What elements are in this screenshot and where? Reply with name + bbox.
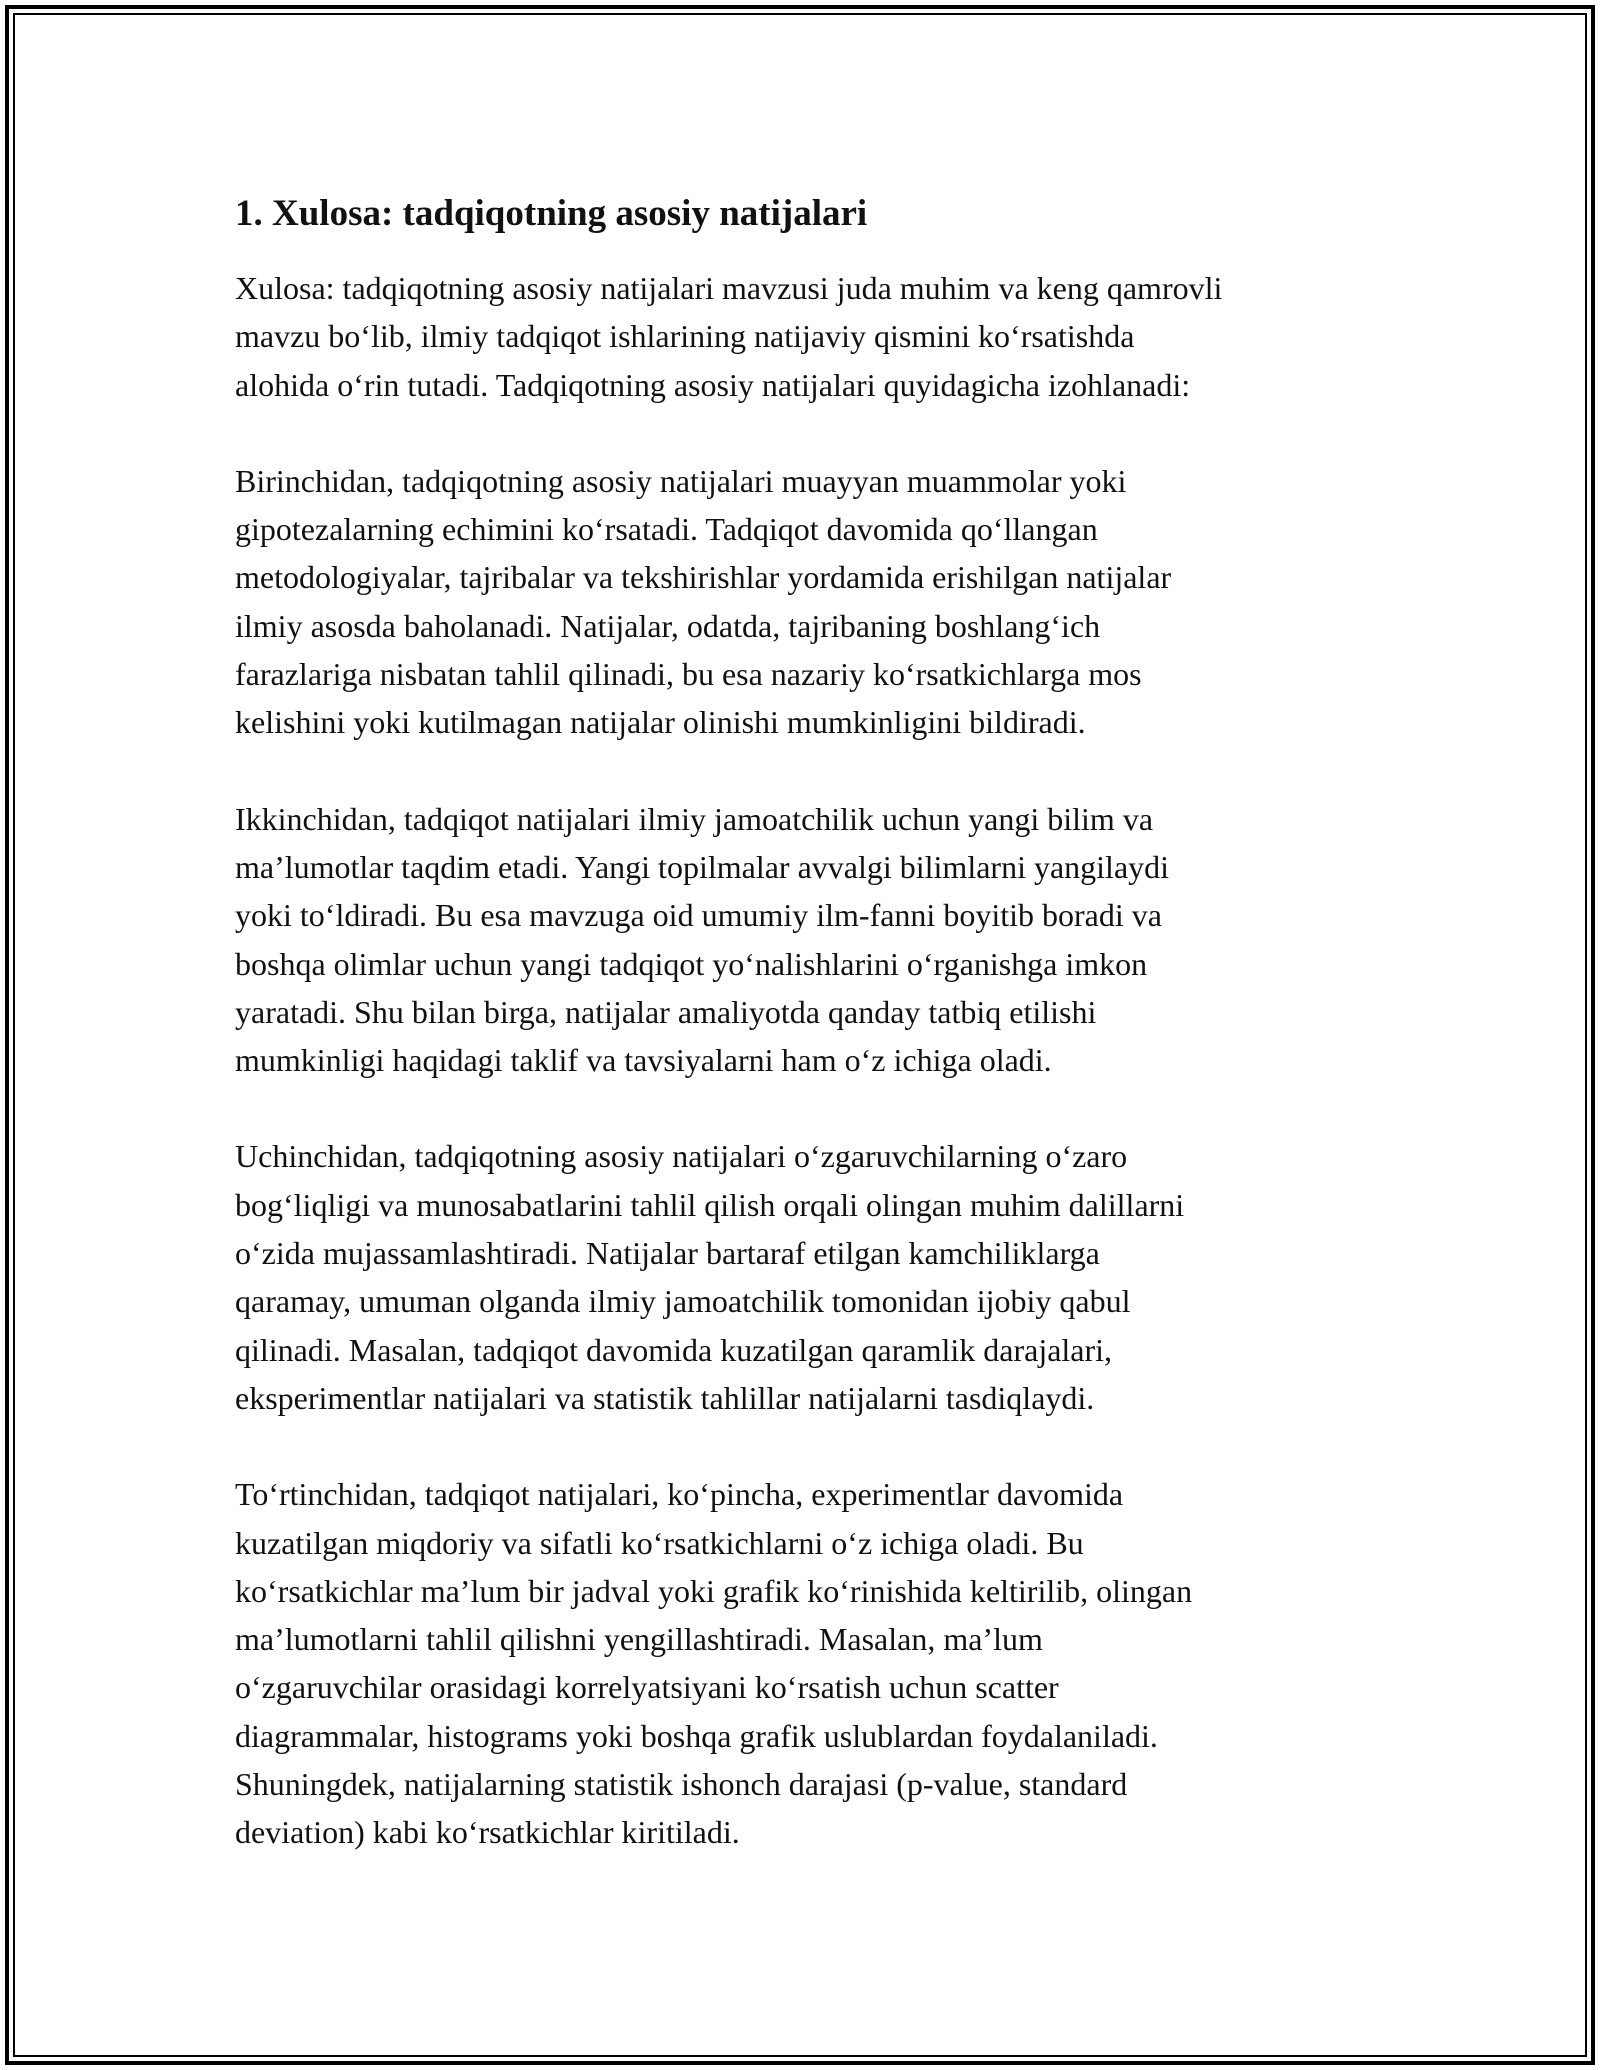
text-line: Birinchidan, tadqiqotning asosiy natijalari muayyan muammolar yoki (235, 462, 1127, 499)
text-line: oʻzgaruvchilar orasidagi korrelyatsiyani koʻrsatish uchun scatter (235, 1669, 1059, 1706)
text-line: alohida oʻrin tutadi. Tadqiqotning asosiy natijalari quyidagicha izohlanadi: (235, 366, 1191, 403)
paragraph-intro (235, 264, 1385, 409)
document-body (235, 186, 1385, 1905)
paragraph-second (235, 795, 1385, 1085)
text-line: maʼlumotlar taqdim etadi. Yangi topilmalar avvalgi bilimlarni yangilaydi (235, 848, 1170, 885)
text-line: mumkinligi haqidagi taklif va tavsiyalarni ham oʻz ichiga oladi. (235, 1042, 1052, 1079)
text-line: koʻrsatkichlar maʼlum bir jadval yoki grafik koʻrinishida keltirilib, olingan (235, 1572, 1193, 1609)
text-line: farazlariga nisbatan tahlil qilinadi, bu esa nazariy koʻrsatkichlarga mos (235, 656, 1142, 693)
text-line: metodologiyalar, tajribalar va tekshirishlar yordamida erishilgan natijalar (235, 559, 1172, 596)
paragraph-first (235, 457, 1385, 747)
text-line: Toʻrtinchidan, tadqiqot natijalari, koʻpincha, experimentlar davomida (235, 1476, 1124, 1513)
paragraph-third (235, 1132, 1385, 1422)
text-line: qaramay, umuman olganda ilmiy jamoatchilik tomonidan ijobiy qabul (235, 1283, 1131, 1320)
text-line: kelishini yoki kutilmagan natijalar olinishi mumkinligini bildiradi. (235, 704, 1086, 741)
text-line: yoki toʻldiradi. Bu esa mavzuga oid umumiy ilm-fanni boyitib boradi va (235, 897, 1162, 934)
text-line: gipotezalarning echimini koʻrsatadi. Tadqiqot davomida qoʻllangan (235, 511, 1098, 548)
text-line: diagrammalar, histograms yoki boshqa grafik uslublardan foydalaniladi. (235, 1717, 1158, 1754)
text-line: mavzu boʻlib, ilmiy tadqiqot ishlarining natijaviy qismini koʻrsatishda (235, 318, 1135, 355)
text-line: yaratadi. Shu bilan birga, natijalar amaliyotda qanday tatbiq etilishi (235, 993, 1097, 1030)
paragraph-fourth (235, 1470, 1385, 1856)
text-line: boshqa olimlar uchun yangi tadqiqot yoʻnalishlarini oʻrganishga imkon (235, 945, 1148, 982)
text-line: Uchinchidan, tadqiqotning asosiy natijalari oʻzgaruvchilarning oʻzaro (235, 1138, 1128, 1175)
text-line: ilmiy asosda baholanadi. Natijalar, odatda, tajribaning boshlangʻich (235, 607, 1101, 644)
text-line: oʻzida mujassamlashtiradi. Natijalar bartaraf etilgan kamchiliklarga (235, 1235, 1100, 1272)
section-heading: 1. Xulosa: tadqiqotning asosiy natijalari (235, 193, 868, 234)
text-line: deviation) kabi koʻrsatkichlar kiritiladi. (235, 1814, 740, 1851)
text-line: Shuningdek, natijalarning statistik ishonch darajasi (p-value, standard (235, 1766, 1128, 1803)
text-line: qilinadi. Masalan, tadqiqot davomida kuzatilgan qaramlik darajalari, (235, 1331, 1113, 1368)
text-line: eksperimentlar natijalari va statistik tahlillar natijalarni tasdiqlaydi. (235, 1379, 1095, 1416)
text-line: Ikkinchidan, tadqiqot natijalari ilmiy jamoatchilik uchun yangi bilim va (235, 800, 1154, 837)
text-line: kuzatilgan miqdoriy va sifatli koʻrsatkichlarni oʻz ichiga oladi. Bu (235, 1524, 1084, 1561)
text-line: Xulosa: tadqiqotning asosiy natijalari mavzusi juda muhim va keng qamrovli (235, 270, 1223, 306)
text-line: maʼlumotlarni tahlil qilishni yengillashtiradi. Masalan, maʼlum (235, 1621, 1043, 1658)
text-line: bogʻliqligi va munosabatlarini tahlil qilish orqali olingan muhim dalillarni (235, 1186, 1185, 1223)
